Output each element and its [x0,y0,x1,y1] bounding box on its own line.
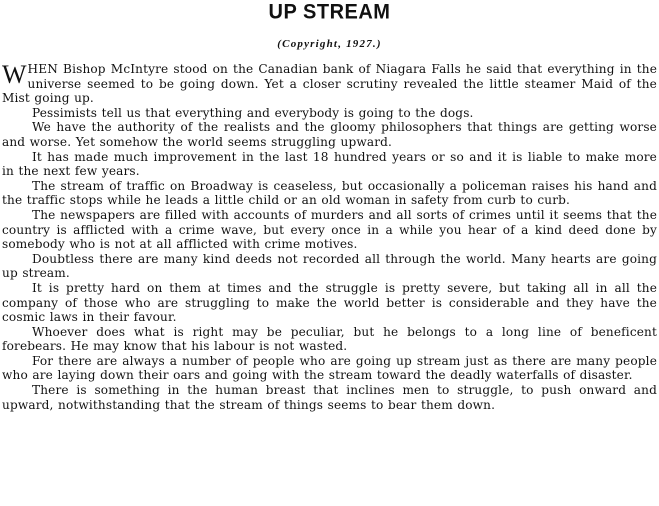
copyright-line: (Copyright, 1927.) [277,38,382,50]
paragraph-11: There is something in the human breast that inclines men to struggle, to push onward and upward, notwithstanding that the stream of things seems to bear them down. [2,383,657,412]
paragraph-7: Doubtless there are many kind deeds not recorded all through the world. Many hearts are going up stream. [2,251,657,281]
article-body [2,62,657,412]
paragraph-6: The newspapers are filled with accounts of murders and all sorts of crimes until it seems that the country is afflicted with a crime wave, but every once in a while you hear of a kind deed done by somebody who is not at all afflicted with crime motives. [2,207,657,252]
drop-cap: W [2,60,27,89]
paragraph-8: It is pretty hard on them at times and the struggle is pretty severe, but taking all in all the company of those who are struggling to make the world better is considerable and they have the cosmic laws in their favour. [2,280,657,325]
headline: UP STREAM [268,0,391,24]
paragraph-4: It has made much improvement in the last 18 hundred years or so and it is liable to make more in the next few years. [2,149,657,179]
paragraph-1-text: HEN Bishop McIntyre stood on the Canadian bank of Niagara Falls he said that everything in the universe seemed to be going down. Yet a closer scrutiny revealed the little steamer Maid of the Mist going up. [2,62,657,106]
paragraph-9: Whoever does what is right may be peculiar, but he belongs to a long line of beneficent forebears. He may know that his labour is not wasted. [2,324,657,354]
paragraph-1 [2,62,657,106]
paragraph-10: For there are always a number of people who are going up stream just as there are many people who are laying down their oars and going with the stream toward the deadly waterfalls of disaster. [2,353,657,383]
paragraph-3: We have the authority of the realists and the gloomy philosophers that things are getting worse and worse. Yet somehow the world seems struggling upward. [2,120,657,149]
paragraph-5: The stream of traffic on Broadway is ceaseless, but occasionally a policeman raises his hand and the traffic stops while he leads a little child or an old woman in safety from curb to curb. [2,178,657,208]
paragraph-2: Pessimists tell us that everything and everybody is going to the dogs. [32,105,474,120]
